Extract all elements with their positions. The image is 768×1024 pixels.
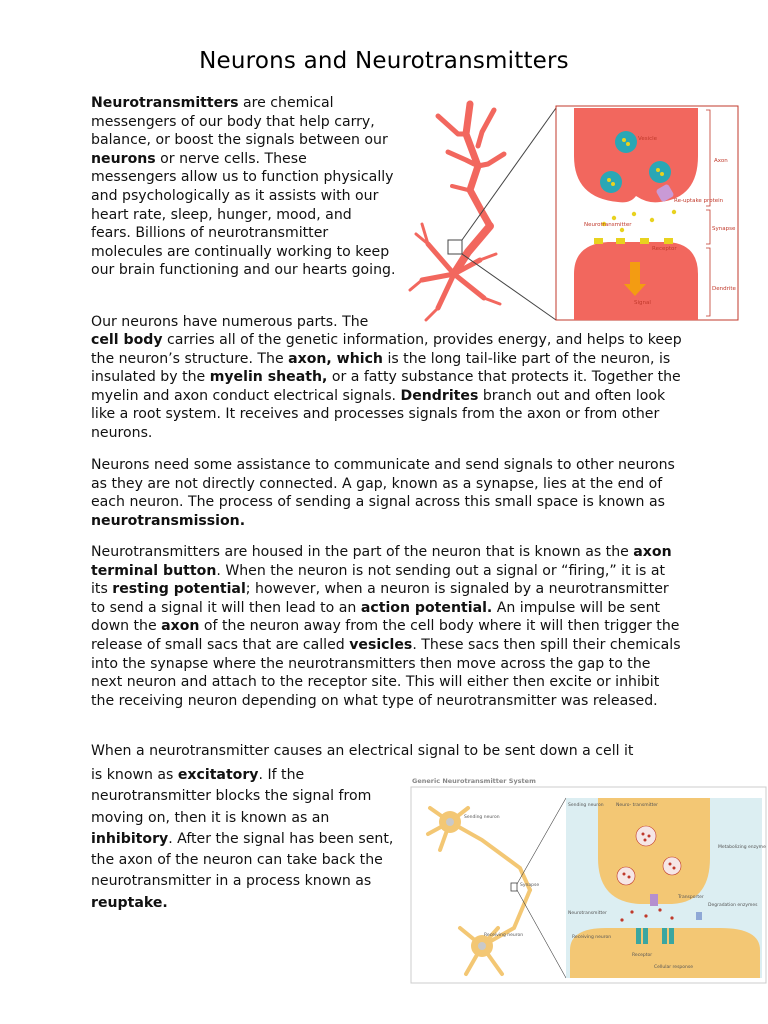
page-title: Neurons and Neurotransmitters <box>199 48 569 74</box>
term-myelin-sheath: myelin sheath, <box>209 369 328 386</box>
text-run: carries all of the genetic information, provides energy, and helps to keep the neuron’s structure. The <box>91 332 682 367</box>
neuron-drawing <box>410 104 504 320</box>
term-reuptake: reuptake. <box>91 894 168 911</box>
term-neurotransmission: neurotransmission. <box>91 512 246 529</box>
text-run: . These sacs then spill their chemicals into the synapse where the neurotransmitters then move across the gap to the next neuron and attach to the receptor site. This will either then excite or inhibit the receiving neuron depending on what type of neurotransmitter was released. <box>91 636 681 709</box>
term-cell-body: cell body <box>91 332 163 348</box>
axon-terminal-shape <box>574 108 698 202</box>
neuron-synapse-illustration <box>408 94 740 322</box>
term-action-potential: action potential. <box>360 599 493 616</box>
vesicle-3 <box>649 161 671 183</box>
label-synapse: Synapse <box>520 883 540 888</box>
text-run: Neurons need some assistance to communicate and send signals to other neurons as they are not directly connected. A gap, known as a synapse, lies at the end of each neuron. The process of sending a signal across this small space is known as <box>91 457 675 511</box>
label-sending-neuron: Sending neuron <box>464 815 500 820</box>
vesicle-1 <box>615 131 637 153</box>
label-receptor: Receptor <box>632 953 653 958</box>
text-run: branch out and often look like a root system. It receives and processes signals from the axon or from other neurons. <box>91 387 666 441</box>
label-neurotransmitter: Neurotransmitter <box>584 222 632 228</box>
label-receiving-neuron-zoom: Receiving neuron <box>572 935 612 940</box>
term-dendrites: Dendrites <box>400 387 479 404</box>
label-axon: Axon <box>714 158 728 164</box>
text-run: Neurotransmitters are housed in the part of the neuron that is known as the <box>91 544 634 560</box>
label-metabolizing-enzyme: Metabolizing enzyme <box>718 845 766 850</box>
label-degradation-enzymes: Degradation enzymes <box>708 903 758 908</box>
text-run: or nerve cells. These messengers allow us to function physically and psychologically as it assists with our heart rate, sleep, hunger, mood, and fears. Billions of neurotransmitter molecules are continually working to keep our brain functioning and our hearts going. <box>91 150 396 279</box>
label-cellular-response: Cellular response <box>654 965 693 970</box>
label-dendrite: Dendrite <box>712 286 736 292</box>
label-receptor: Receptor <box>652 246 677 252</box>
label-receiving-neuron: Receiving neuron <box>484 933 524 938</box>
term-axon-2: axon <box>161 618 200 635</box>
synapse-paragraph <box>91 456 686 530</box>
term-axon: axon, which <box>288 350 383 367</box>
text-run: or a fatty substance that protects it. Together the myelin and axon conduct electrical signals. <box>91 369 681 404</box>
term-vesicles: vesicles <box>349 636 413 653</box>
term-neurons: neurons <box>91 150 156 167</box>
intro-paragraph <box>91 94 396 280</box>
label-synapse: Synapse <box>712 226 736 232</box>
text-run: . If the neurotransmitter blocks the signal from moving on, then it is known as an <box>91 767 372 826</box>
term-excitatory: excitatory <box>177 767 259 783</box>
generic-neurotransmitter-system-figure <box>410 778 768 984</box>
term-inhibitory: inhibitory <box>91 830 169 847</box>
term-resting-potential: resting potential <box>112 581 246 598</box>
action-potential-paragraph <box>91 543 686 710</box>
text-run: of the neuron away from the cell body where it will then trigger the release of small sacs that are called <box>91 618 680 653</box>
text-run: . When the neuron is not sending out a signal or “firing,” it is at its <box>91 562 665 598</box>
text-run: An impulse will be sent down the <box>91 599 661 635</box>
term-axon-terminal-button: axon terminal button <box>91 544 672 579</box>
label-neurotransmitter: Neurotransmitter <box>568 911 607 916</box>
label-sending-neuron-zoom: Sending neuron <box>568 803 604 808</box>
label-vesicle: Vesicle <box>638 136 658 142</box>
sending-terminal <box>598 798 710 904</box>
excitatory-paragraph <box>91 765 401 914</box>
label-signal: Signal <box>634 300 651 306</box>
text-run: are chemical messengers of our body that help carry, balance, or boost the signals between our <box>91 95 388 149</box>
label-neurotransmitter-top: Neuro- transmitter <box>616 803 658 808</box>
text-run: . After the signal has been sent, the axon of the neuron can take back the neurotransmitter in a process known as <box>91 830 394 890</box>
zoom-box <box>448 240 462 254</box>
label-transporter: Transporter <box>678 895 704 900</box>
excitatory-paragraph-first-line: When a neurotransmitter causes an electrical signal to be sent down a cell it <box>91 743 634 759</box>
term-neurotransmitters: Neurotransmitters <box>91 95 239 111</box>
figure-title: Generic Neurotransmitter System <box>412 778 536 785</box>
text-run: is known as <box>91 767 178 783</box>
text-run: is the long tail-like part of the neuron, is insulated by the <box>91 350 671 386</box>
label-reuptake-protein: Re-uptake protein <box>674 198 724 204</box>
parts-paragraph <box>91 331 686 443</box>
vesicle-2 <box>600 171 622 193</box>
parts-paragraph-first-line: Our neurons have numerous parts. The <box>91 314 369 330</box>
text-run: ; however, when a neuron is signaled by a neurotransmitter to send a signal it will then lead to an <box>91 581 669 616</box>
